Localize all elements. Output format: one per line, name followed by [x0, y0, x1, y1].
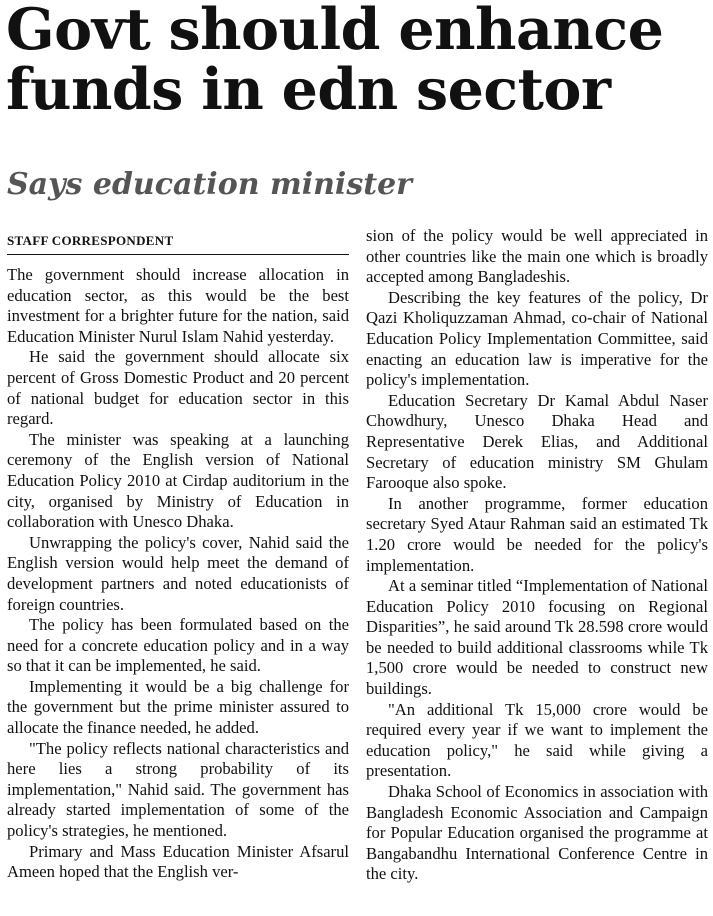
article-column-left	[7, 226, 349, 883]
paragraph: Dhaka School of Economics in association with Bangladesh Economic Association and Campaign for Popular Education organised the programme at Bangabandhu International Conference Centre in the city.	[366, 782, 708, 884]
paragraph: Unwrapping the policy's cover, Nahid said the English version would help meet the demand of development partners and noted educationists of foreign countries.	[7, 532, 349, 614]
paragraph: Implementing it would be a big challenge for the government but the prime minister assured to allocate the finance needed, he added.	[7, 676, 349, 738]
byline: STAFF CORRESPONDENT	[7, 226, 349, 255]
article-column-right	[366, 226, 708, 885]
paragraph: Education Secretary Dr Kamal Abdul Naser Chowdhury, Unesco Dhaka Head and Representative Derek Elias, and Additional Secretary of education ministry SM Ghulam Farooque also spoke.	[366, 390, 708, 493]
paragraph: At a seminar titled “Implementation of National Education Policy 2010 focusing on Regional Disparities”, he said around Tk 28.598 crore would be needed to build additional classrooms while Tk 1,500 crore would be needed to construct new buildings.	[366, 576, 708, 699]
paragraph: He said the government should allocate six percent of Gross Domestic Product and 20 percent of national budget for education sector in this regard.	[7, 347, 349, 429]
paragraph: Primary and Mass Education Minister Afsarul Ameen hoped that the English ver-	[7, 841, 349, 882]
paragraph: Describing the key features of the policy, Dr Qazi Kholiquzzaman Ahmad, co-chair of National Education Policy Implementation Committee, said enacting an education law is imperative for the policy's implementation.	[366, 287, 708, 390]
paragraph: "An additional Tk 15,000 crore would be required every year if we want to implement the education policy," he said while giving a presentation.	[366, 699, 708, 781]
subheadline: Says education minister	[7, 167, 412, 202]
headline-line-1: Govt should enhance	[6, 0, 664, 63]
headline-line-2: funds in edn sector	[6, 56, 611, 123]
paragraph: The minister was speaking at a launching ceremony of the English version of National Education Policy 2010 at Cirdap auditorium in the city, organised by Ministry of Education in collaboration with Unesco Dhaka.	[7, 429, 349, 532]
paragraph: The government should increase allocation in education sector, as this would be the best investment for a brighter future for the nation, said Education Minister Nurul Islam Nahid yesterday.	[7, 265, 349, 346]
paragraph: "The policy reflects national characteristics and here lies a strong probability of its implementation," Nahid said. The government has already started implementation of some of the policy's strategies, he mentioned.	[7, 738, 349, 841]
paragraph: In another programme, former education secretary Syed Ataur Rahman said an estimated Tk 1.20 crore would be needed for the policy's implementation.	[366, 493, 708, 575]
paragraph: sion of the policy would be well appreciated in other countries like the main one which is broadly accepted among Bangladeshis.	[366, 226, 708, 287]
paragraph: The policy has been formulated based on the need for a concrete education policy and in a way so that it can be implemented, he said.	[7, 615, 349, 676]
headline	[6, 0, 711, 123]
